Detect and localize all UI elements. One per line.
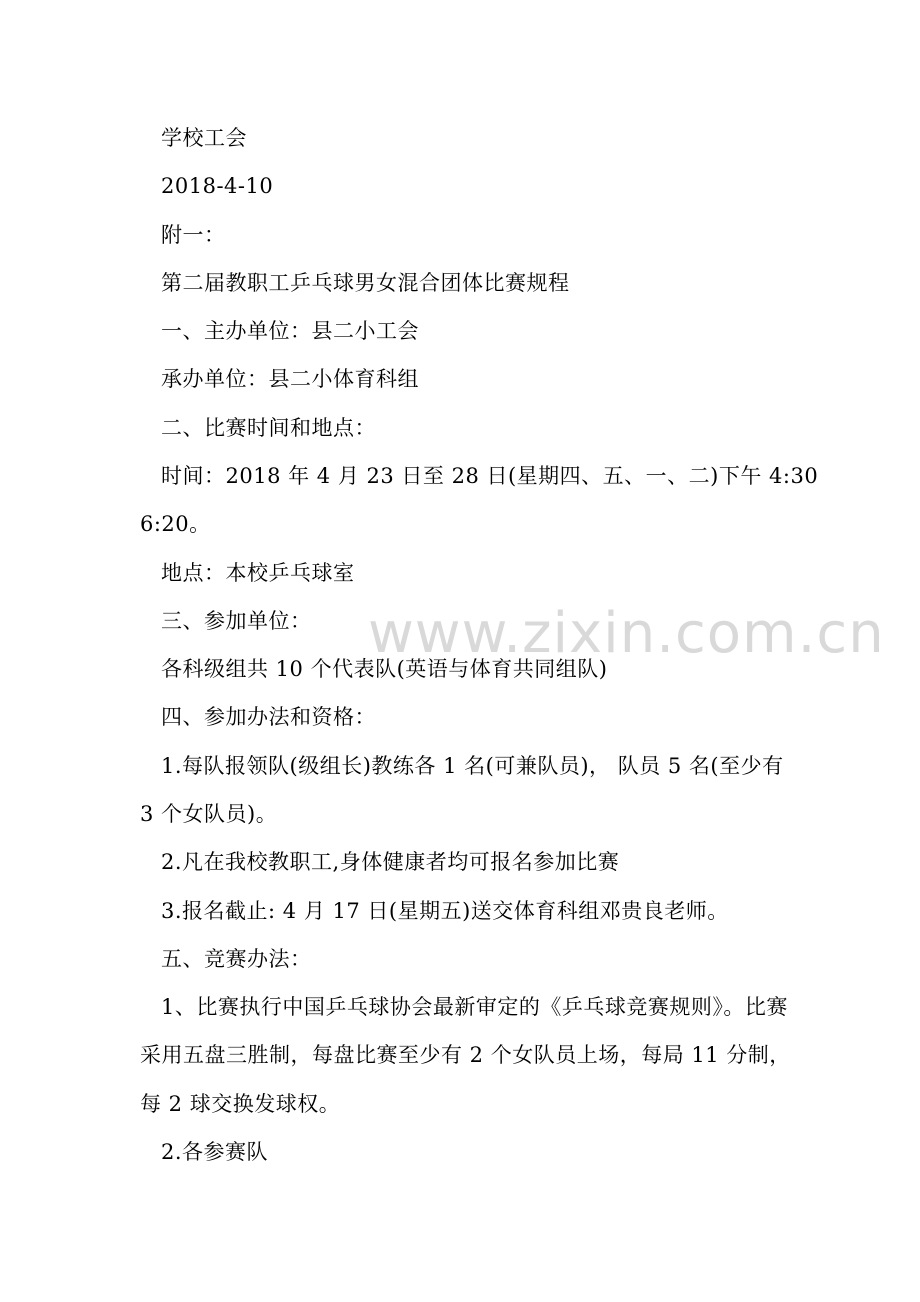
section-heading-time-place: 二、比赛时间和地点： — [161, 416, 376, 440]
eligibility-item-1: 1.每队报领队(级组长)教练各 1 名(可兼队员)， 队员 5 名(至少有 — [161, 754, 784, 778]
eligibility-item-2: 2.凡在我校教职工,身体健康者均可报名参加比赛 — [161, 850, 620, 874]
section-heading-participants: 三、参加单位： — [161, 609, 312, 633]
eligibility-item-1-continued: 3 个女队员)。 — [140, 802, 278, 826]
method-item-1-continued-2: 每 2 球交换发球权。 — [140, 1092, 341, 1116]
watermark: www.zixin.com.cn — [368, 601, 885, 666]
section-heading-eligibility: 四、参加办法和资格： — [161, 705, 376, 729]
eligibility-item-3: 3.报名截止: 4 月 17 日(星期五)送交体育科组邓贵良老师。 — [161, 899, 729, 923]
time-line: 时间：2018 年 4 月 23 日至 28 日(星期四、五、一、二)下午 4:30 — [161, 464, 819, 488]
section-heading-organizer: 一、主办单位：县二小工会 — [161, 319, 419, 343]
document-title: 第二届教职工乒乓球男女混合团体比赛规程 — [161, 271, 570, 295]
time-line-continued: 6:20。 — [140, 512, 211, 536]
method-item-2: 2.各参赛队 — [161, 1140, 269, 1164]
signature-date: 2018-4-10 — [161, 174, 274, 198]
method-item-1: 1、比赛执行中国乒乓球协会最新审定的《乒乓球竞赛规则》。比赛 — [161, 995, 788, 1019]
co-organizer-line: 承办单位：县二小体育科组 — [161, 367, 419, 391]
place-line: 地点：本校乒乓球室 — [161, 561, 355, 585]
attachment-label: 附一： — [161, 223, 226, 247]
signature-org: 学校工会 — [161, 126, 247, 150]
method-item-1-continued: 采用五盘三胜制，每盘比赛至少有 2 个女队员上场，每局 11 分制， — [140, 1043, 791, 1067]
participants-line: 各科级组共 10 个代表队(英语与体育共同组队) — [161, 657, 608, 681]
section-heading-competition-method: 五、竞赛办法： — [161, 947, 312, 971]
